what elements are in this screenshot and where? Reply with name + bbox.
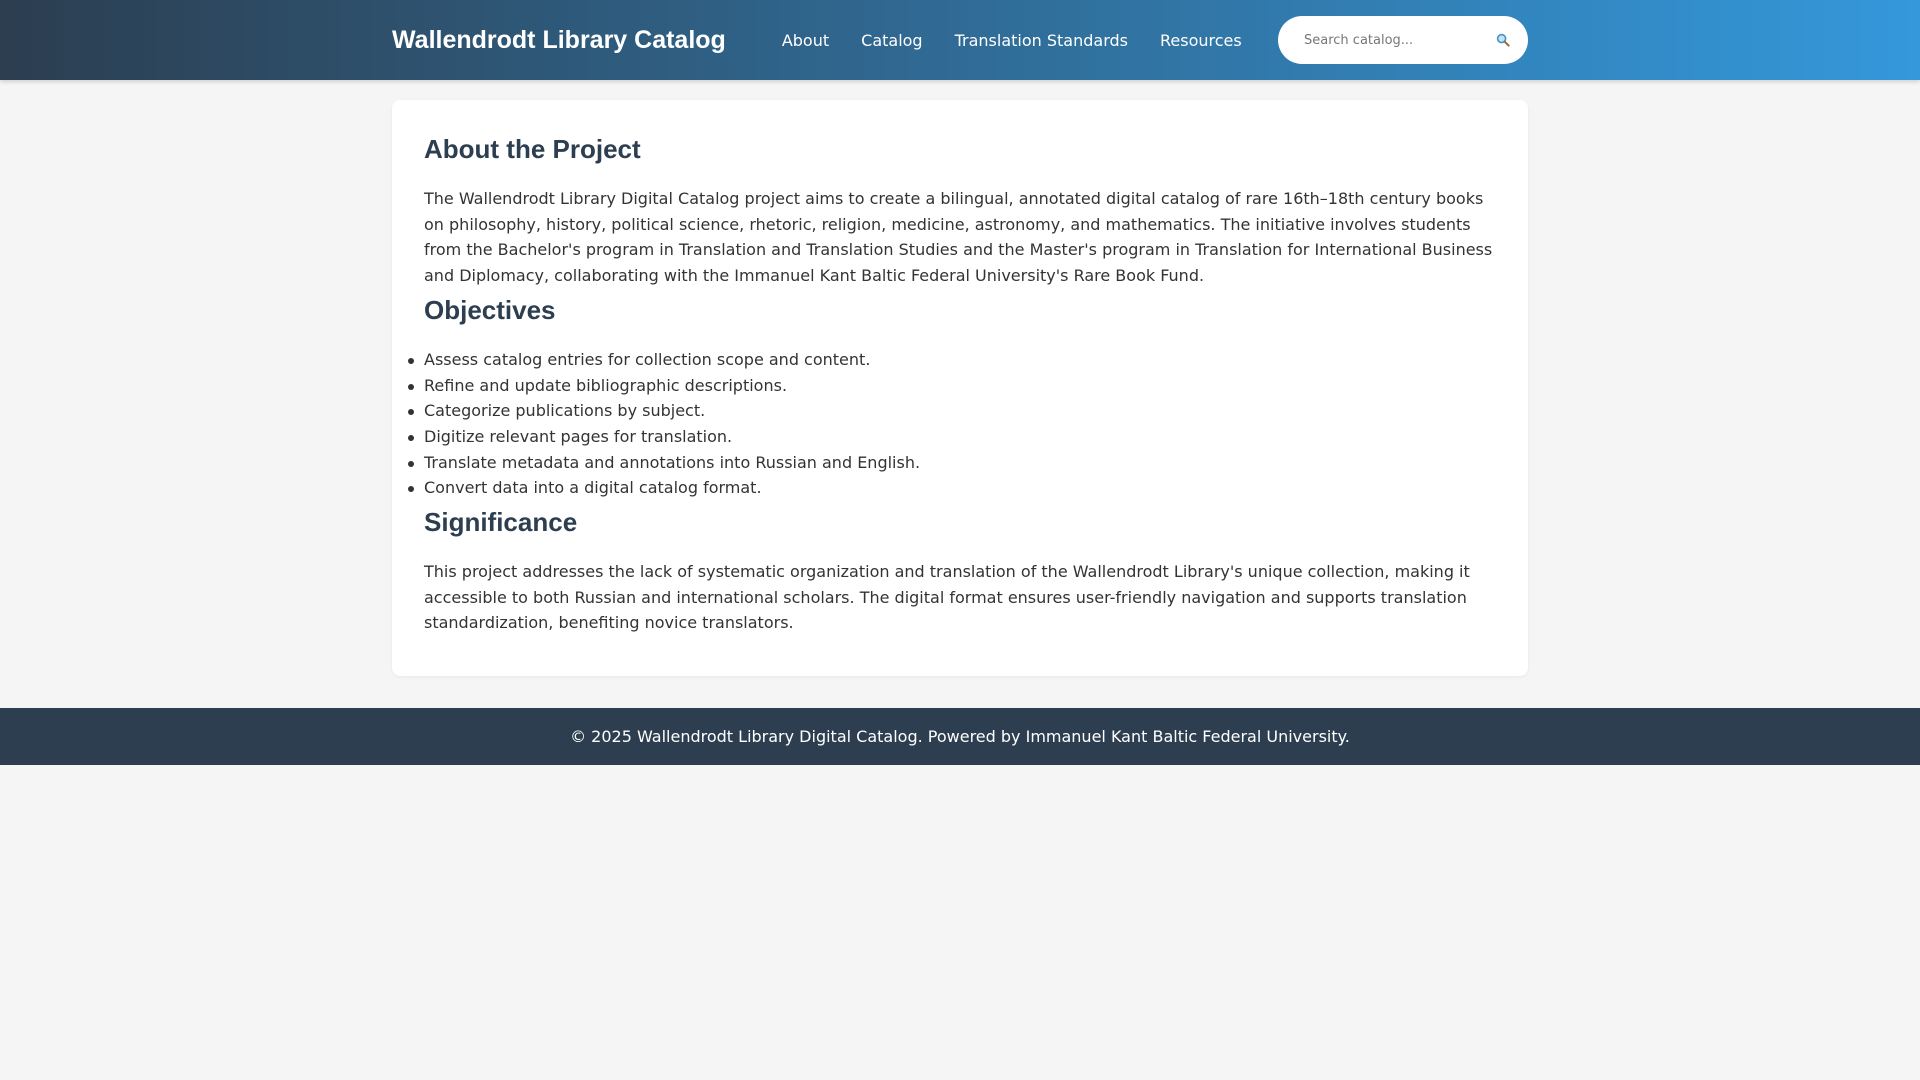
site-header bbox=[0, 0, 1920, 80]
list-item: Digitize relevant pages for translation. bbox=[424, 424, 1496, 450]
list-item: Convert data into a digital catalog format. bbox=[424, 475, 1496, 501]
site-footer bbox=[0, 708, 1920, 765]
nav-link-resources[interactable]: Resources bbox=[1159, 30, 1242, 50]
header-inner bbox=[392, 0, 1528, 80]
list-item: Categorize publications by subject. bbox=[424, 398, 1496, 424]
nav-link-catalog[interactable]: Catalog bbox=[861, 30, 923, 50]
list-item: Assess catalog entries for collection scope and content. bbox=[424, 347, 1496, 373]
nav-link-about[interactable]: About bbox=[781, 30, 830, 50]
significance-text: This project addresses the lack of systematic organization and translation of the Wallendrodt Library's unique collection, making it accessible to both Russian and international scholars. The digital format ensures user-friendly navigation and supports translation standardization, benefiting novice translators. bbox=[424, 562, 1470, 633]
list-item: Translate metadata and annotations into Russian and English. bbox=[424, 450, 1496, 476]
search-box bbox=[1278, 16, 1528, 64]
about-text: The Wallendrodt Library Digital Catalog project aims to create a bilingual, annotated digital catalog of rare 16th–18th century books on philosophy, history, political science, rhetoric, religion, medicine, astronomy, and mathematics. The initiative involves students from the Bachelor's program in Translation and Translation Studies and the Master's program in Translation for International Business and Diplomacy, collaborating with the Immanuel Kant Baltic Federal University's Rare Book Fund. bbox=[424, 189, 1493, 286]
site-title[interactable]: Wallendrodt Library Catalog bbox=[392, 25, 726, 54]
objectives-section bbox=[424, 295, 1496, 501]
main-nav bbox=[782, 31, 1242, 50]
about-section bbox=[424, 134, 1496, 289]
list-item: Refine and update bibliographic descriptions. bbox=[424, 373, 1496, 399]
nav-link-translation-standards[interactable]: Translation Standards bbox=[954, 30, 1128, 50]
significance-section bbox=[424, 507, 1496, 636]
content-card bbox=[392, 100, 1528, 676]
search-input[interactable] bbox=[1302, 32, 1492, 49]
about-heading: About the Project bbox=[424, 134, 641, 164]
objectives-heading: Objectives bbox=[424, 294, 556, 325]
objectives-list bbox=[424, 347, 1496, 501]
significance-heading: Significance bbox=[424, 507, 578, 538]
search-icon[interactable] bbox=[1492, 29, 1514, 51]
footer-text: © 2025 Wallendrodt Library Digital Catalog. Powered by Immanuel Kant Baltic Federal University. bbox=[570, 727, 1350, 747]
